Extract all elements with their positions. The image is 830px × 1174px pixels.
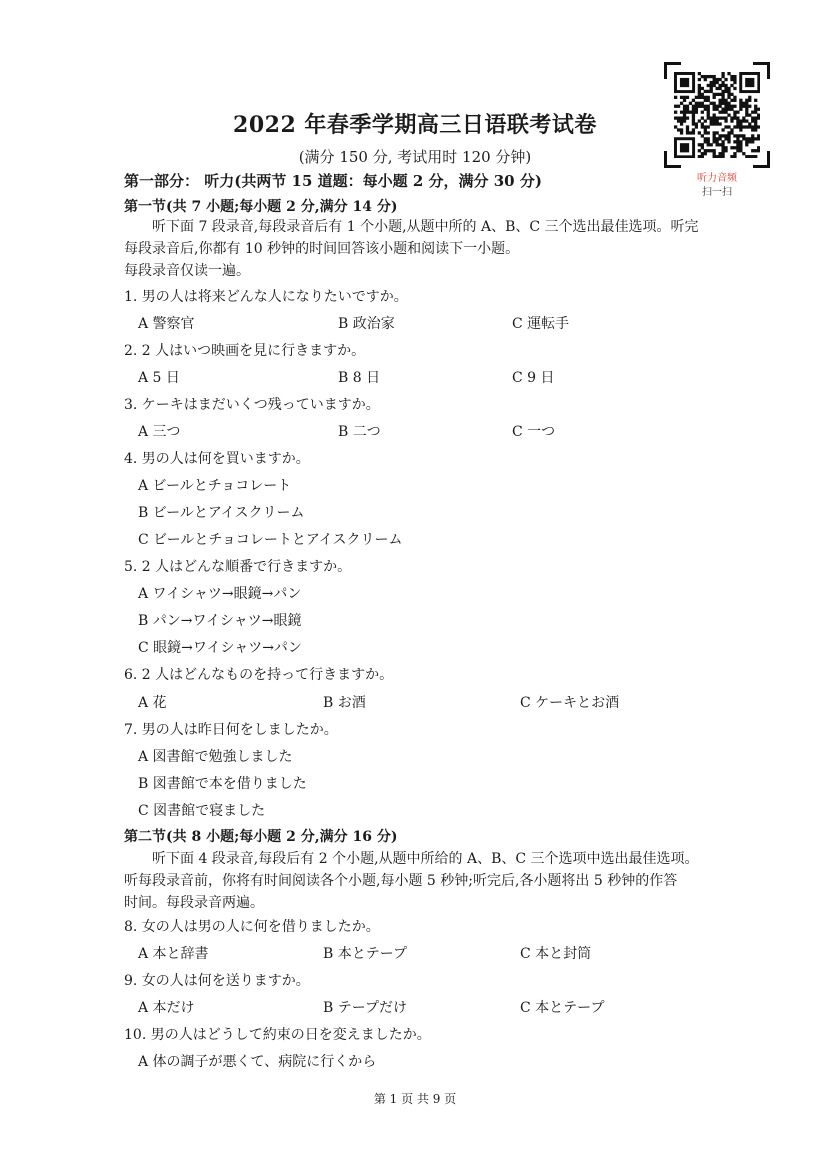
- option-a: A 花: [138, 695, 167, 711]
- question-stem: 9. 女の人は何を送りますか。: [124, 973, 310, 989]
- question-stem: 4. 男の人は何を買いますか。: [124, 451, 310, 467]
- option-a: A 5 日: [138, 370, 180, 386]
- instruction-line: 时间。每段录音两遍。: [124, 895, 264, 911]
- option-a: A ワイシャツ→眼鏡→パン: [138, 586, 302, 602]
- option-b: B パン→ワイシャツ→眼鏡: [138, 613, 302, 629]
- option-c: C 眼鏡→ワイシャツ→パン: [138, 640, 302, 656]
- option-b: B ビールとアイスクリーム: [138, 505, 305, 521]
- section1-heading: 第一节(共 7 小题;每小题 2 分,满分 14 分): [124, 199, 398, 215]
- option-b: B お酒: [323, 695, 366, 711]
- instruction-line: 听下面 7 段录音,每段录音后有 1 个小题,从题中所的 A、B、C 三个选出最佳选项。听完: [152, 219, 699, 235]
- instruction-line: 每段录音后,你都有 10 秒钟的时间回答该小题和阅读下一小题。: [124, 241, 520, 257]
- option-c: C 運転手: [512, 316, 570, 332]
- question-stem: 7. 男の人は昨日何をしましたか。: [124, 722, 338, 738]
- option-b: B 8 日: [338, 370, 381, 386]
- option-c: C 9 日: [512, 370, 555, 386]
- option-b: B 図書館で本を借りました: [138, 776, 307, 792]
- question-stem: 8. 女の人は男の人に何を借りましたか。: [124, 919, 380, 935]
- section1-instructions: [124, 216, 714, 282]
- instruction-line: 听下面 4 段录音,每段后有 2 个小题,从题中所给的 A、B、C 三个选项中选出最佳选项。: [152, 851, 699, 867]
- option-c: C ケーキとお酒: [520, 695, 620, 711]
- instruction-line: 每段录音仅读一遍。: [124, 263, 250, 279]
- option-b: B 二つ: [338, 424, 381, 440]
- page-subtitle: (满分 150 分, 考试用时 120 分钟): [298, 148, 532, 166]
- qr-label-audio: 听力音频: [697, 173, 737, 184]
- section2-heading: 第二节(共 8 小题;每小题 2 分,满分 16 分): [124, 829, 398, 845]
- question-stem: 10. 男の人はどうして約束の日を変えましたか。: [124, 1027, 431, 1043]
- question-stem: 6. 2 人はどんなものを持って行きますか。: [124, 667, 394, 683]
- section2-instructions: [124, 848, 724, 914]
- question-stem: 2. 2 人はいつ映画を見に行きますか。: [124, 343, 366, 359]
- option-c: C 図書館で寝ました: [138, 803, 266, 819]
- option-a: A 図書館で勉強しました: [138, 749, 293, 765]
- option-a: A 本と辞書: [138, 946, 209, 962]
- question-stem: 3. ケーキはまだいくつ残っていますか。: [124, 397, 380, 413]
- option-b: B テープだけ: [323, 1000, 408, 1016]
- option-c: C 本と封筒: [520, 946, 592, 962]
- option-a: A ビールとチョコレート: [138, 478, 292, 494]
- page-title: 2022 年春季学期高三日语联考试卷: [233, 112, 597, 138]
- question-stem: 1. 男の人は将来どんな人になりたいですか。: [124, 289, 408, 305]
- option-c: C ビールとチョコレートとアイスクリーム: [138, 532, 403, 548]
- option-a: A 三つ: [138, 424, 181, 440]
- option-b: B 本とテープ: [323, 946, 408, 962]
- option-c: C 一つ: [512, 424, 556, 440]
- question-stem: 5. 2 人はどんな順番で行きますか。: [124, 559, 352, 575]
- option-c: C 本とテープ: [520, 1000, 605, 1016]
- instruction-line: 听每段录音前，你将有时间阅读各个小题,每小题 5 秒钟;听完后,各小题将出 5 秒钟的作答: [124, 873, 678, 889]
- option-a: A 体の調子が悪くて、病院に行くから: [138, 1054, 377, 1070]
- option-a: A 本だけ: [138, 1000, 195, 1016]
- qr-label-scan: 扫一扫: [702, 187, 732, 198]
- part1-heading: 第一部分： 听力(共两节 15 道题：每小题 2 分，满分 30 分): [124, 172, 542, 190]
- page-number: 第 1 页 共 9 页: [373, 1092, 457, 1106]
- option-a: A 警察官: [138, 316, 195, 332]
- option-b: B 政治家: [338, 316, 395, 332]
